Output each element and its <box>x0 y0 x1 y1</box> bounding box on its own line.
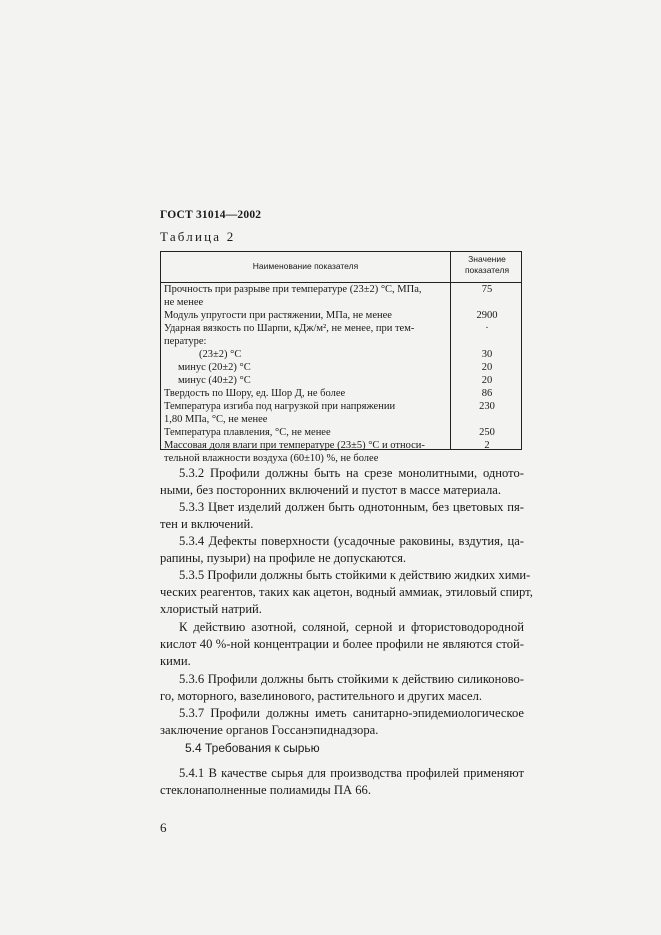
row-name <box>164 439 446 465</box>
paragraph-line: заключение органов Госсанэпиднадзора. <box>160 723 379 738</box>
paragraph-5-3-3 <box>160 499 524 533</box>
paragraph-5-3-5 <box>160 567 533 619</box>
row-name-line: Модуль упругости при растяжении, МПа, не менее <box>164 310 392 321</box>
row-name-line: 1,80 МПа, °С, не менее <box>164 414 268 425</box>
paragraph-5-3-7 <box>160 705 524 739</box>
row-name-line: Массовая доля влаги при температуре (23±5) °С и относи- <box>164 440 425 451</box>
paragraph-line: ными, без посторонних включений и пустот в массе материала. <box>160 483 501 498</box>
paragraph-5-3-5-continued <box>160 619 524 671</box>
row-value: 2900 <box>476 310 498 321</box>
row-name-line: (23±2) °С <box>199 349 242 360</box>
column-header-name: Наименование показателя <box>252 261 359 271</box>
row-name <box>199 348 481 361</box>
paragraph-line: го, моторного, вазелинового, растительного и других масел. <box>160 689 483 704</box>
row-value: 75 <box>481 284 493 295</box>
paragraph-line: К действию азотной, соляной, серной и фтористоводородной <box>179 620 524 634</box>
document-code: ГОСТ 31014—2002 <box>160 209 262 221</box>
row-name <box>164 322 446 348</box>
paragraph-line: стеклонаполненные полиамиды ПА 66. <box>160 783 372 798</box>
paragraph-line: кими. <box>160 654 191 669</box>
paragraph-line: 5.3.2 Профили должны быть на срезе монолитными, одното- <box>179 466 524 480</box>
row-name <box>164 283 446 309</box>
paragraph-line: 5.4.1 В качестве сырья для производства профилей применяют <box>179 766 524 780</box>
paragraph-line: 5.3.5 Профили должны быть стойкими к действию жидких хими- <box>179 568 531 582</box>
row-name-line: Ударная вязкость по Шарпи, кДж/м², не менее, при тем- <box>164 323 415 334</box>
row-name-line: пературе: <box>164 336 207 347</box>
row-name-line: Температура изгиба под нагрузкой при напряжении <box>164 401 396 412</box>
row-name-line: минус (40±2) °С <box>178 375 251 386</box>
row-name-line: Прочность при разрыве при температуре (23±2) °С, МПа, <box>164 284 422 295</box>
paragraph-5-3-4 <box>160 533 524 567</box>
paragraph-line: тен и включений. <box>160 517 254 532</box>
row-name <box>164 387 446 400</box>
row-value: 20 <box>481 362 493 373</box>
page-number: 6 <box>160 820 167 835</box>
row-value: 30 <box>481 349 493 360</box>
column-header-value-line2: показателя <box>464 265 510 275</box>
paragraph-line: 5.3.7 Профили должны иметь санитарно-эпидемиологическое <box>179 706 524 720</box>
paragraph-line: рапины, пузыри) на профиле не допускаются. <box>160 551 407 566</box>
row-name-line: Твердость по Шору, ед. Шор Д, не более <box>164 388 346 399</box>
paragraph-5-3-2 <box>160 465 524 499</box>
row-value: 250 <box>479 427 495 438</box>
paragraph-line: кислот 40 %-ной концентрации и более профили не являются стой- <box>160 637 524 652</box>
row-name <box>164 309 446 322</box>
column-header-value-line1: Значение <box>468 254 506 264</box>
row-name-line: минус (20±2) °С <box>178 362 251 373</box>
row-value: 230 <box>479 401 495 412</box>
section-heading-5-4: 5.4 Требования к сырью <box>185 741 320 755</box>
paragraph-5-4-1 <box>160 765 524 799</box>
row-value: 2 <box>484 440 490 451</box>
specification-table <box>160 251 522 464</box>
column-header-value <box>451 254 523 276</box>
row-name <box>178 361 460 374</box>
paragraph-line: хлористый натрий. <box>160 602 262 617</box>
row-name <box>164 426 446 439</box>
row-name-line: тельной влажности воздуха (60±10) %, не более <box>164 453 379 464</box>
row-name-line: Температура плавления, °С, не менее <box>164 427 331 438</box>
table-caption: Таблица 2 <box>160 229 236 244</box>
paragraph-line: ческих реагентов, таких как ацетон, водный аммиак, этиловый спирт, <box>160 585 533 600</box>
row-name-line: не менее <box>164 297 204 308</box>
row-value: · <box>485 323 489 334</box>
paragraph-5-3-6 <box>160 671 524 705</box>
row-value: 20 <box>481 375 493 386</box>
row-name <box>178 374 460 387</box>
paragraph-line: 5.3.6 Профили должны быть стойкими к действию силиконово- <box>179 672 524 686</box>
paragraph-line: 5.3.4 Дефекты поверхности (усадочные раковины, вздутия, ца- <box>179 534 524 548</box>
paragraph-line: 5.3.3 Цвет изделий должен быть однотонным, без цветовых пя- <box>179 500 524 514</box>
row-value: 86 <box>481 388 493 399</box>
row-name <box>164 400 446 426</box>
